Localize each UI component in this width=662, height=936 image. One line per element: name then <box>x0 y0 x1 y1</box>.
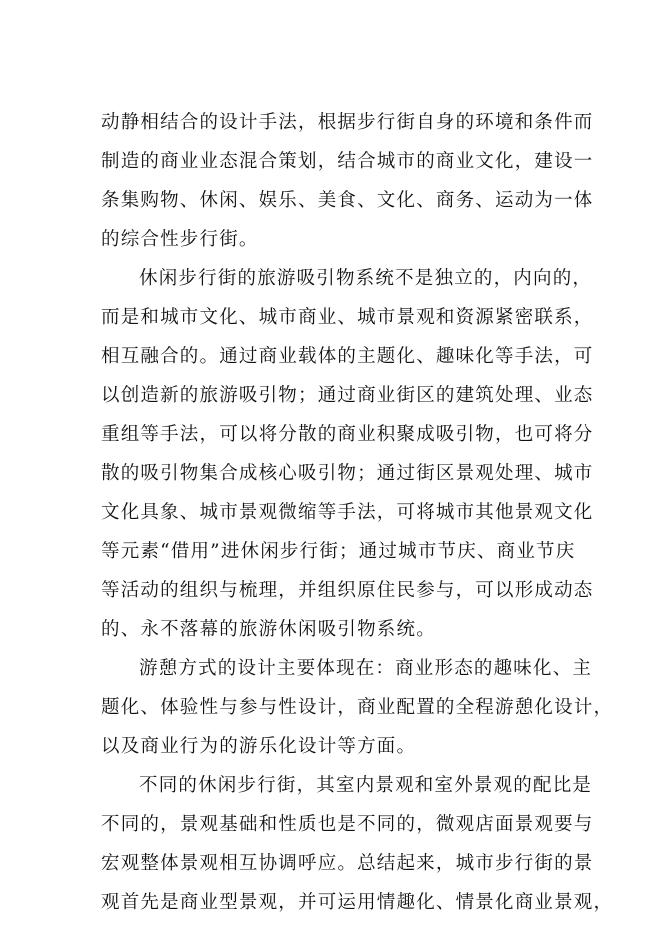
paragraph-1-line-3: 条集购物、休闲、娱乐、美食、文化、商务、运动为一体 <box>101 190 594 211</box>
paragraph-3-line-1: 游憩方式的设计主要体现在：商业形态的趣味化、主 <box>139 658 593 679</box>
paragraph-1-line-1: 动静相结合的设计手法，根据步行街自身的环境和条件而 <box>101 112 594 133</box>
paragraph-4-line-1: 不同的休闲步行街，其室内景观和室外景观的配比是 <box>139 775 593 796</box>
paragraph-2-line-5: 重组等手法，可以将分散的商业积聚成吸引物，也可将分 <box>101 424 594 445</box>
paragraph-2-line-2: 而是和城市文化、城市商业、城市景观和资源紧密联系， <box>101 307 594 328</box>
paragraph-2-line-3: 相互融合的。通过商业载体的主题化、趣味化等手法，可 <box>101 346 594 367</box>
paragraph-2-line-6: 散的吸引物集合成核心吸引物；通过街区景观处理、城市 <box>101 463 594 484</box>
paragraph-4-line-3: 宏观整体景观相互协调呼应。总结起来，城市步行街的景 <box>101 853 594 874</box>
paragraph-2-line-4: 以创造新的旅游吸引物；通过商业街区的建筑处理、业态 <box>101 385 594 406</box>
paragraph-2-line-8: 等元素“借用”进休闲步行街；通过城市节庆、商业节庆 <box>101 541 576 562</box>
paragraph-2-line-1: 休闲步行街的旅游吸引物系统不是独立的，内向的， <box>139 268 593 289</box>
paragraph-4-line-4: 观首先是商业型景观，并可运用情趣化、情景化商业景观， <box>101 892 614 913</box>
paragraph-2-line-10: 的、永不落幕的旅游休闲吸引物系统。 <box>101 619 436 640</box>
paragraph-1-line-2: 制造的商业业态混合策划，结合城市的商业文化，建设一 <box>101 151 594 172</box>
paragraph-2-line-7: 文化具象、城市景观微缩等手法，可将城市其他景观文化 <box>101 502 594 523</box>
paragraph-2-line-9: 等活动的组织与梳理，并组织原住民参与，可以形成动态 <box>101 580 594 601</box>
paragraph-3-line-2: 题化、体验性与参与性设计，商业配置的全程游憩化设计， <box>101 697 614 718</box>
paragraph-4-line-2: 不同的，景观基础和性质也是不同的，微观店面景观要与 <box>101 814 594 835</box>
paragraph-3-line-3: 以及商业行为的游乐化设计等方面。 <box>101 736 417 757</box>
paragraph-1-line-4: 的综合性步行街。 <box>101 229 259 250</box>
